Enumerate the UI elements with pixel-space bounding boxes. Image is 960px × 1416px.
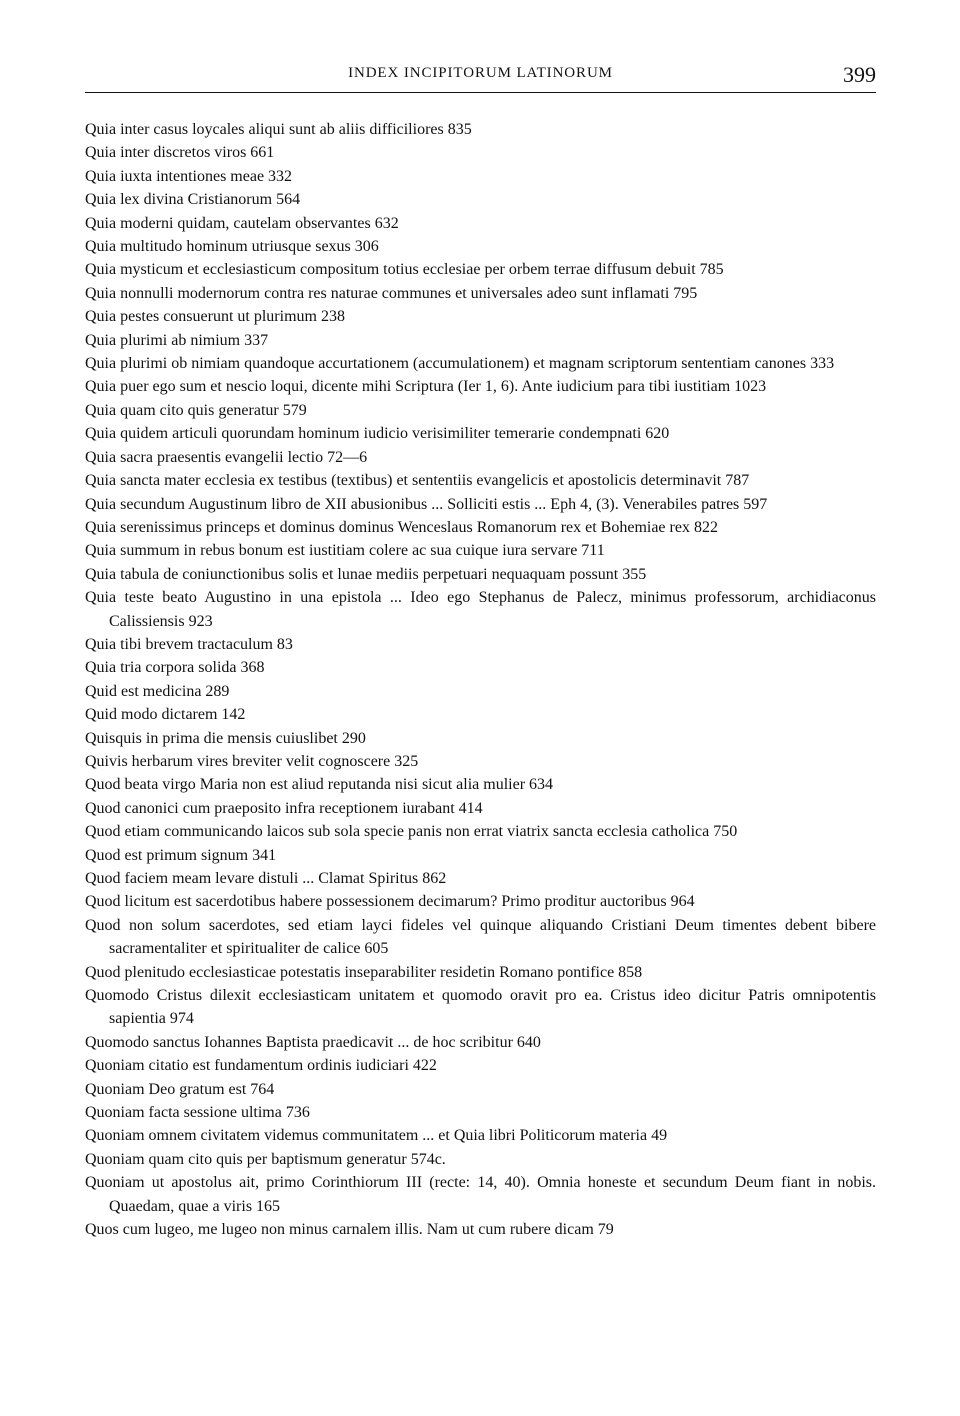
index-entry: Quoniam quam cito quis per baptismum generatur 574c.	[85, 1150, 446, 1168]
index-entry: Quia iuxta intentiones meae 332	[85, 167, 293, 185]
header-rule	[85, 92, 876, 93]
index-entry: Quia puer ego sum et nescio loqui, dicente mihi Scriptura (Ier 1, 6). Ante iudicium para tibi iustitiam 1023	[85, 378, 767, 396]
index-entry: Quivis herbarum vires breviter velit cognoscere 325	[85, 752, 419, 770]
index-entry: Quid est medicina 289	[85, 682, 230, 700]
index-entry: Quos cum lugeo, me lugeo non minus carnalem illis. Nam ut cum rubere dicam 79	[85, 1221, 614, 1239]
index-entry: Quia quam cito quis generatur 579	[85, 401, 307, 419]
index-entry: Quia plurimi ob nimiam quandoque accurtationem (accumulationem) et magnam scriptorum sententiam canones 333	[85, 355, 835, 373]
index-entry: Quod faciem meam levare distuli ... Clamat Spiritus 862	[85, 870, 447, 887]
index-entry: Quoniam citatio est fundamentum ordinis iudiciari 422	[85, 1057, 437, 1075]
index-entry: Quoniam Deo gratum est 764	[85, 1080, 275, 1098]
index-entry: Quoniam omnem civitatem videmus communitatem ... et Quia libri Politicorum materia 49	[85, 1127, 668, 1145]
index-entry: Quisquis in prima die mensis cuiuslibet 290	[85, 729, 366, 747]
index-entry: Quia teste beato Augustino in una epistola ... Ideo ego Stephanus de Palecz, minimus professorum, archidiaconus Calissiensis 923	[85, 589, 876, 630]
index-entry: Quia nonnulli modernorum contra res naturae communes et universales adeo sunt inflamati 795	[85, 284, 698, 302]
index-entry: Quod est primum signum 341	[85, 846, 277, 864]
index-entry-list	[85, 118, 876, 1242]
index-entry: Quoniam facta sessione ultima 736	[85, 1104, 310, 1122]
index-entry: Quia mysticum et ecclesiasticum compositum totius ecclesiae per orbem terrae diffusum debuit 785	[85, 261, 724, 279]
index-entry: Quia inter casus loycales aliqui sunt ab aliis difficiliores 835	[85, 121, 472, 138]
index-entry: Quia serenissimus princeps et dominus dominus Wenceslaus Romanorum rex et Bohemiae rex 822	[85, 518, 718, 536]
index-entry: Quia pestes consuerunt ut plurimum 238	[85, 308, 345, 326]
index-entry: Quia multitudo hominum utriusque sexus 306	[85, 238, 379, 256]
running-head-title: INDEX INCIPITORUM LATINORUM	[348, 65, 613, 81]
index-entry: Quomodo Cristus dilexit ecclesiasticam unitatem et quomodo oravit pro ea. Cristus ideo dicitur Patris omnipotentis sapientia 974	[85, 987, 876, 1028]
index-entry: Quia plurimi ab nimium 337	[85, 331, 269, 349]
index-entry: Quod licitum est sacerdotibus habere possessionem decimarum? Primo proditur auctoribus 964	[85, 893, 695, 911]
page-number: 399	[843, 62, 876, 87]
index-entry: Quoniam ut apostolus ait, primo Corinthiorum III (recte: 14, 40). Omnia honeste et secundum Deum fiant in nobis. Quaedam, quae a viris 165	[85, 1174, 876, 1215]
index-entry: Quia sancta mater ecclesia ex testibus (textibus) et sententiis evangelicis et apostolicis determinavit 787	[85, 472, 750, 490]
index-entry: Quia tabula de coniunctionibus solis et lunae mediis perpetuari nequaquam possunt 355	[85, 565, 647, 583]
index-entry: Quia lex divina Cristianorum 564	[85, 191, 301, 209]
index-entry: Quia sacra praesentis evangelii lectio 72—6	[85, 448, 368, 466]
index-entry: Quia summum in rebus bonum est iustitiam colere ac sua cuique iura servare 711	[85, 542, 605, 560]
index-entry: Quod beata virgo Maria non est aliud reputanda nisi sicut alia mulier 634	[85, 776, 554, 794]
index-entry: Quod plenitudo ecclesiasticae potestatis inseparabiliter residetin Romano pontifice 858	[85, 963, 643, 981]
running-head	[85, 62, 876, 96]
index-entry: Quia quidem articuli quorundam hominum iudicio verisimiliter temerarie condempnati 620	[85, 425, 670, 443]
index-entry: Quia moderni quidam, cautelam observantes 632	[85, 214, 399, 232]
index-entry: Quid modo dictarem 142	[85, 706, 246, 724]
index-entry: Quia tria corpora solida 368	[85, 659, 265, 677]
index-entry: Quod non solum sacerdotes, sed etiam layci fideles vel quinque aliquando Cristiani Deum timentes debent bibere sacramentaliter et spiritualiter de calice 605	[85, 916, 876, 958]
index-entry: Quod canonici cum praeposito infra receptionem iurabant 414	[85, 799, 483, 817]
index-entry: Quomodo sanctus Iohannes Baptista praedicavit ... de hoc scribitur 640	[85, 1033, 541, 1051]
index-entry: Quod etiam communicando laicos sub sola specie panis non errat viatrix sancta ecclesia catholica 750	[85, 823, 738, 841]
index-entry: Quia inter discretos viros 661	[85, 144, 275, 162]
index-entry: Quia tibi brevem tractaculum 83	[85, 635, 293, 653]
index-entry: Quia secundum Augustinum libro de XII abusionibus ... Solliciti estis ... Eph 4, (3). Venerabiles patres 597	[85, 495, 768, 513]
